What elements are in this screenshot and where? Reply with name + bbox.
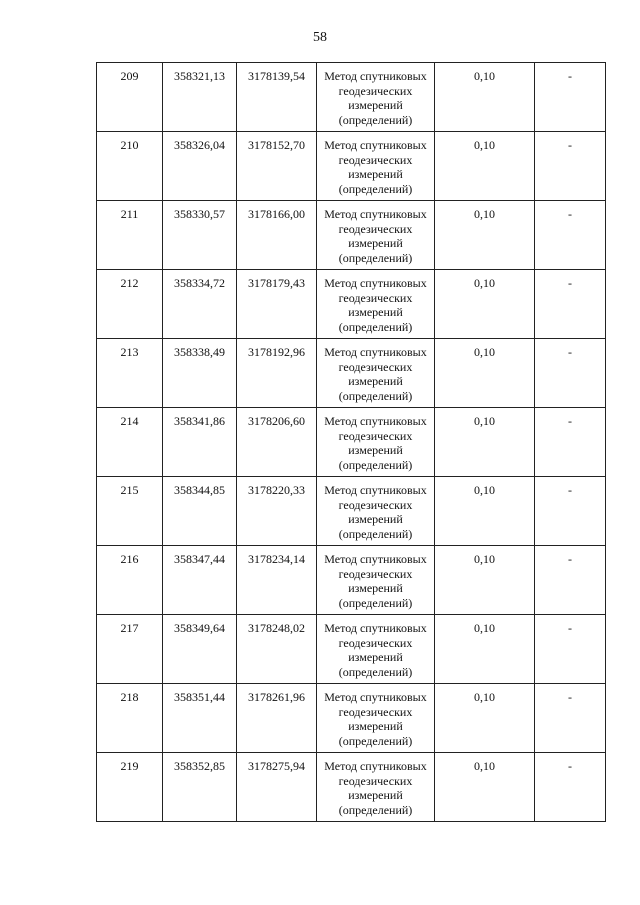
x-coordinate-cell: 358349,64 [163, 615, 237, 684]
method-line: (определений) [338, 664, 413, 679]
accuracy-cell: 0,10 [435, 201, 535, 270]
point-number-cell: 215 [97, 477, 163, 546]
accuracy-cell: 0,10 [435, 477, 535, 546]
point-number-cell: 216 [97, 546, 163, 615]
page-number: 58 [313, 30, 327, 45]
method-line: измерений [348, 788, 403, 802]
accuracy-cell: 0,10 [435, 615, 535, 684]
note-cell: - [535, 339, 606, 408]
method-cell [317, 132, 435, 201]
method-line: измерений [348, 581, 403, 595]
method-line: (определений) [338, 802, 413, 817]
method-line: геодезических [338, 566, 413, 581]
method-line: геодезических [338, 428, 413, 443]
x-coordinate-cell: 358347,44 [163, 546, 237, 615]
method-line: (определений) [338, 388, 413, 403]
method-line: измерений [348, 236, 403, 250]
method-line: измерений [348, 719, 403, 733]
method-line: (определений) [338, 112, 413, 127]
method-line: геодезических [338, 83, 413, 98]
method-line: Метод спутниковых [324, 138, 427, 152]
y-coordinate-cell: 3178179,43 [237, 270, 317, 339]
note-cell: - [535, 684, 606, 753]
method-line: геодезических [338, 152, 413, 167]
x-coordinate-cell: 358351,44 [163, 684, 237, 753]
accuracy-cell: 0,10 [435, 408, 535, 477]
y-coordinate-cell: 3178220,33 [237, 477, 317, 546]
coordinates-table-body [97, 63, 606, 822]
accuracy-cell: 0,10 [435, 63, 535, 132]
y-coordinate-cell: 3178152,70 [237, 132, 317, 201]
method-line: геодезических [338, 221, 413, 236]
accuracy-cell: 0,10 [435, 132, 535, 201]
method-line: Метод спутниковых [324, 345, 427, 359]
accuracy-cell: 0,10 [435, 684, 535, 753]
method-line: измерений [348, 98, 403, 112]
point-number-cell: 209 [97, 63, 163, 132]
method-line: (определений) [338, 733, 413, 748]
point-number-cell: 212 [97, 270, 163, 339]
x-coordinate-cell: 358352,85 [163, 753, 237, 822]
note-cell: - [535, 408, 606, 477]
method-line: Метод спутниковых [324, 759, 427, 773]
y-coordinate-cell: 3178275,94 [237, 753, 317, 822]
method-line: геодезических [338, 359, 413, 374]
note-cell: - [535, 477, 606, 546]
method-line: измерений [348, 305, 403, 319]
table-row [97, 546, 606, 615]
point-number-cell: 211 [97, 201, 163, 270]
note-cell: - [535, 201, 606, 270]
y-coordinate-cell: 3178139,54 [237, 63, 317, 132]
note-cell: - [535, 753, 606, 822]
method-line: Метод спутниковых [324, 69, 427, 83]
table-row [97, 615, 606, 684]
y-coordinate-cell: 3178234,14 [237, 546, 317, 615]
table-row [97, 408, 606, 477]
method-line: (определений) [338, 319, 413, 334]
method-line: (определений) [338, 457, 413, 472]
method-cell [317, 477, 435, 546]
y-coordinate-cell: 3178166,00 [237, 201, 317, 270]
method-line: Метод спутниковых [324, 207, 427, 221]
table-row [97, 132, 606, 201]
method-line: (определений) [338, 595, 413, 610]
table-row [97, 753, 606, 822]
method-line: Метод спутниковых [324, 552, 427, 566]
method-line: Метод спутниковых [324, 621, 427, 635]
note-cell: - [535, 546, 606, 615]
method-line: измерений [348, 443, 403, 457]
y-coordinate-cell: 3178206,60 [237, 408, 317, 477]
x-coordinate-cell: 358344,85 [163, 477, 237, 546]
method-line: геодезических [338, 635, 413, 650]
note-cell: - [535, 63, 606, 132]
method-cell [317, 546, 435, 615]
x-coordinate-cell: 358321,13 [163, 63, 237, 132]
method-line: геодезических [338, 773, 413, 788]
accuracy-cell: 0,10 [435, 546, 535, 615]
method-line: измерений [348, 650, 403, 664]
table-row [97, 270, 606, 339]
note-cell: - [535, 615, 606, 684]
y-coordinate-cell: 3178261,96 [237, 684, 317, 753]
y-coordinate-cell: 3178248,02 [237, 615, 317, 684]
point-number-cell: 217 [97, 615, 163, 684]
table-row [97, 63, 606, 132]
method-line: измерений [348, 167, 403, 181]
coordinates-table [96, 62, 606, 822]
table-row [97, 201, 606, 270]
method-line: измерений [348, 374, 403, 388]
point-number-cell: 213 [97, 339, 163, 408]
method-line: геодезических [338, 290, 413, 305]
method-cell [317, 615, 435, 684]
method-line: геодезических [338, 497, 413, 512]
method-cell [317, 201, 435, 270]
method-cell [317, 63, 435, 132]
point-number-cell: 214 [97, 408, 163, 477]
x-coordinate-cell: 358330,57 [163, 201, 237, 270]
x-coordinate-cell: 358334,72 [163, 270, 237, 339]
y-coordinate-cell: 3178192,96 [237, 339, 317, 408]
table-row [97, 339, 606, 408]
method-line: Метод спутниковых [324, 414, 427, 428]
method-line: Метод спутниковых [324, 483, 427, 497]
method-cell [317, 684, 435, 753]
method-line: (определений) [338, 181, 413, 196]
method-cell [317, 270, 435, 339]
note-cell: - [535, 132, 606, 201]
method-line: Метод спутниковых [324, 276, 427, 290]
method-line: измерений [348, 512, 403, 526]
x-coordinate-cell: 358326,04 [163, 132, 237, 201]
method-line: (определений) [338, 526, 413, 541]
method-cell [317, 339, 435, 408]
method-cell [317, 408, 435, 477]
x-coordinate-cell: 358341,86 [163, 408, 237, 477]
x-coordinate-cell: 358338,49 [163, 339, 237, 408]
method-line: геодезических [338, 704, 413, 719]
accuracy-cell: 0,10 [435, 339, 535, 408]
accuracy-cell: 0,10 [435, 753, 535, 822]
table-row [97, 684, 606, 753]
method-line: Метод спутниковых [324, 690, 427, 704]
method-line: (определений) [338, 250, 413, 265]
point-number-cell: 219 [97, 753, 163, 822]
point-number-cell: 210 [97, 132, 163, 201]
note-cell: - [535, 270, 606, 339]
point-number-cell: 218 [97, 684, 163, 753]
accuracy-cell: 0,10 [435, 270, 535, 339]
method-cell [317, 753, 435, 822]
table-row [97, 477, 606, 546]
